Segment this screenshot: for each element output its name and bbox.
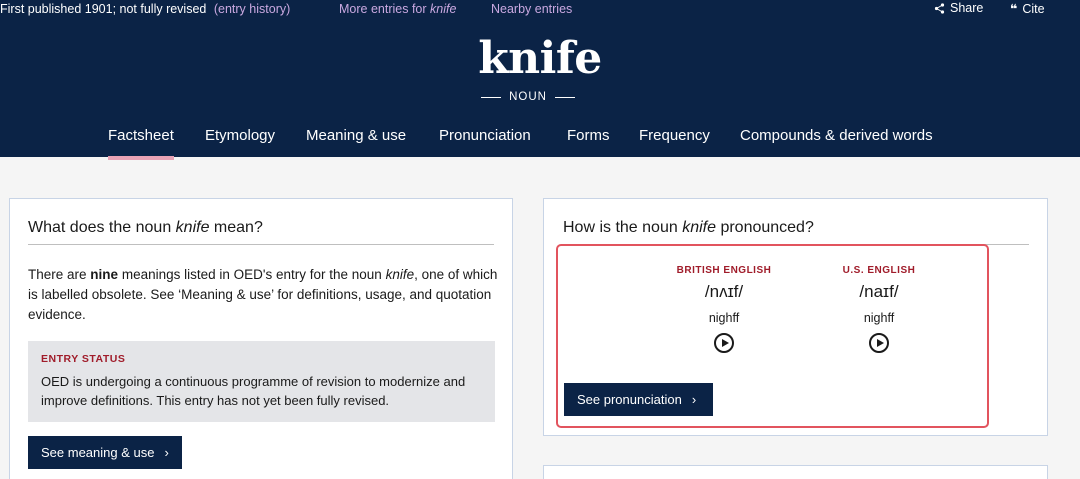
part-of-speech (474, 90, 582, 104)
desc-text: , one of which is labelled obsolete. See ‘Meaning & use’ for definitions, usage, and quotation evidence. (28, 267, 498, 322)
play-audio-icon[interactable] (714, 333, 734, 353)
see-meaning-label: See meaning & use (41, 445, 155, 460)
title-rule (28, 244, 494, 245)
tab-frequency[interactable]: Frequency (639, 127, 710, 144)
british-label: BRITISH ENGLISH (676, 265, 772, 276)
more-entries-link[interactable] (339, 2, 456, 16)
tab-factsheet[interactable]: Factsheet (108, 127, 174, 144)
meaning-count: nine (90, 267, 119, 282)
meaning-description (28, 265, 498, 325)
see-pronunciation-label: See pronunciation (577, 392, 682, 407)
share-button[interactable] (934, 1, 983, 15)
title-word: knife (175, 219, 210, 236)
cite-button[interactable] (1010, 1, 1045, 16)
entry-status-text: OED is undergoing a continuous programme of revision to modernize and improve definitions. This entry has not yet been fully revised. (41, 374, 466, 408)
us-ipa: /naɪf/ (859, 282, 899, 301)
title-suffix: pronounced? (720, 219, 814, 236)
pronunciation-card (543, 198, 1048, 436)
entry-status-box (28, 341, 495, 422)
entry-tabs (0, 122, 1080, 157)
entry-status-title: ENTRY STATUS (41, 353, 126, 365)
quote-icon: ❝ (1010, 2, 1018, 16)
pronunciation-card-title (563, 219, 814, 237)
tab-pronunciation[interactable]: Pronunciation (439, 127, 531, 144)
next-card (543, 465, 1048, 479)
publication-info (0, 2, 290, 16)
more-entries-prefix: More entries for (339, 2, 427, 16)
part-of-speech-label: NOUN (509, 91, 547, 103)
desc-text: meanings listed in OED's entry for the noun (121, 267, 382, 282)
see-pronunciation-button[interactable] (564, 383, 713, 416)
cite-label: Cite (1022, 1, 1045, 16)
meaning-card (9, 198, 513, 479)
see-meaning-button[interactable] (28, 436, 182, 469)
title-prefix: How is the noun (563, 219, 678, 236)
british-pronunciation (664, 265, 784, 353)
us-respelling: nighff (863, 311, 895, 325)
entry-header (0, 0, 1080, 157)
title-prefix: What does the noun (28, 219, 172, 236)
british-respelling: nighff (708, 311, 740, 325)
tab-compounds[interactable]: Compounds & derived words (740, 127, 933, 144)
us-label: U.S. ENGLISH (842, 265, 916, 276)
divider (555, 97, 575, 98)
chevron-right-icon: › (691, 392, 697, 407)
share-label: Share (950, 1, 984, 15)
published-text: First published 1901; not fully revised (0, 2, 207, 16)
top-bar (0, 0, 1080, 20)
meaning-card-title (28, 219, 263, 237)
share-icon (934, 3, 945, 14)
title-suffix: mean? (213, 219, 263, 236)
british-ipa: /nʌɪf/ (704, 282, 744, 301)
tab-meaning-use[interactable]: Meaning & use (306, 127, 407, 144)
tab-etymology[interactable]: Etymology (205, 127, 276, 144)
more-entries-word: knife (430, 2, 457, 16)
chevron-right-icon: › (164, 445, 169, 460)
entry-history-link[interactable]: (entry history) (213, 2, 291, 16)
us-pronunciation (819, 265, 939, 353)
divider (481, 97, 501, 98)
headword: knife (478, 33, 602, 84)
desc-text: There are (28, 267, 87, 282)
title-word: knife (682, 219, 716, 236)
play-audio-icon[interactable] (869, 333, 889, 353)
tab-forms[interactable]: Forms (567, 127, 610, 144)
nearby-entries-link[interactable]: Nearby entries (491, 2, 573, 16)
pronunciation-highlight (556, 244, 989, 428)
desc-word: knife (385, 267, 415, 282)
